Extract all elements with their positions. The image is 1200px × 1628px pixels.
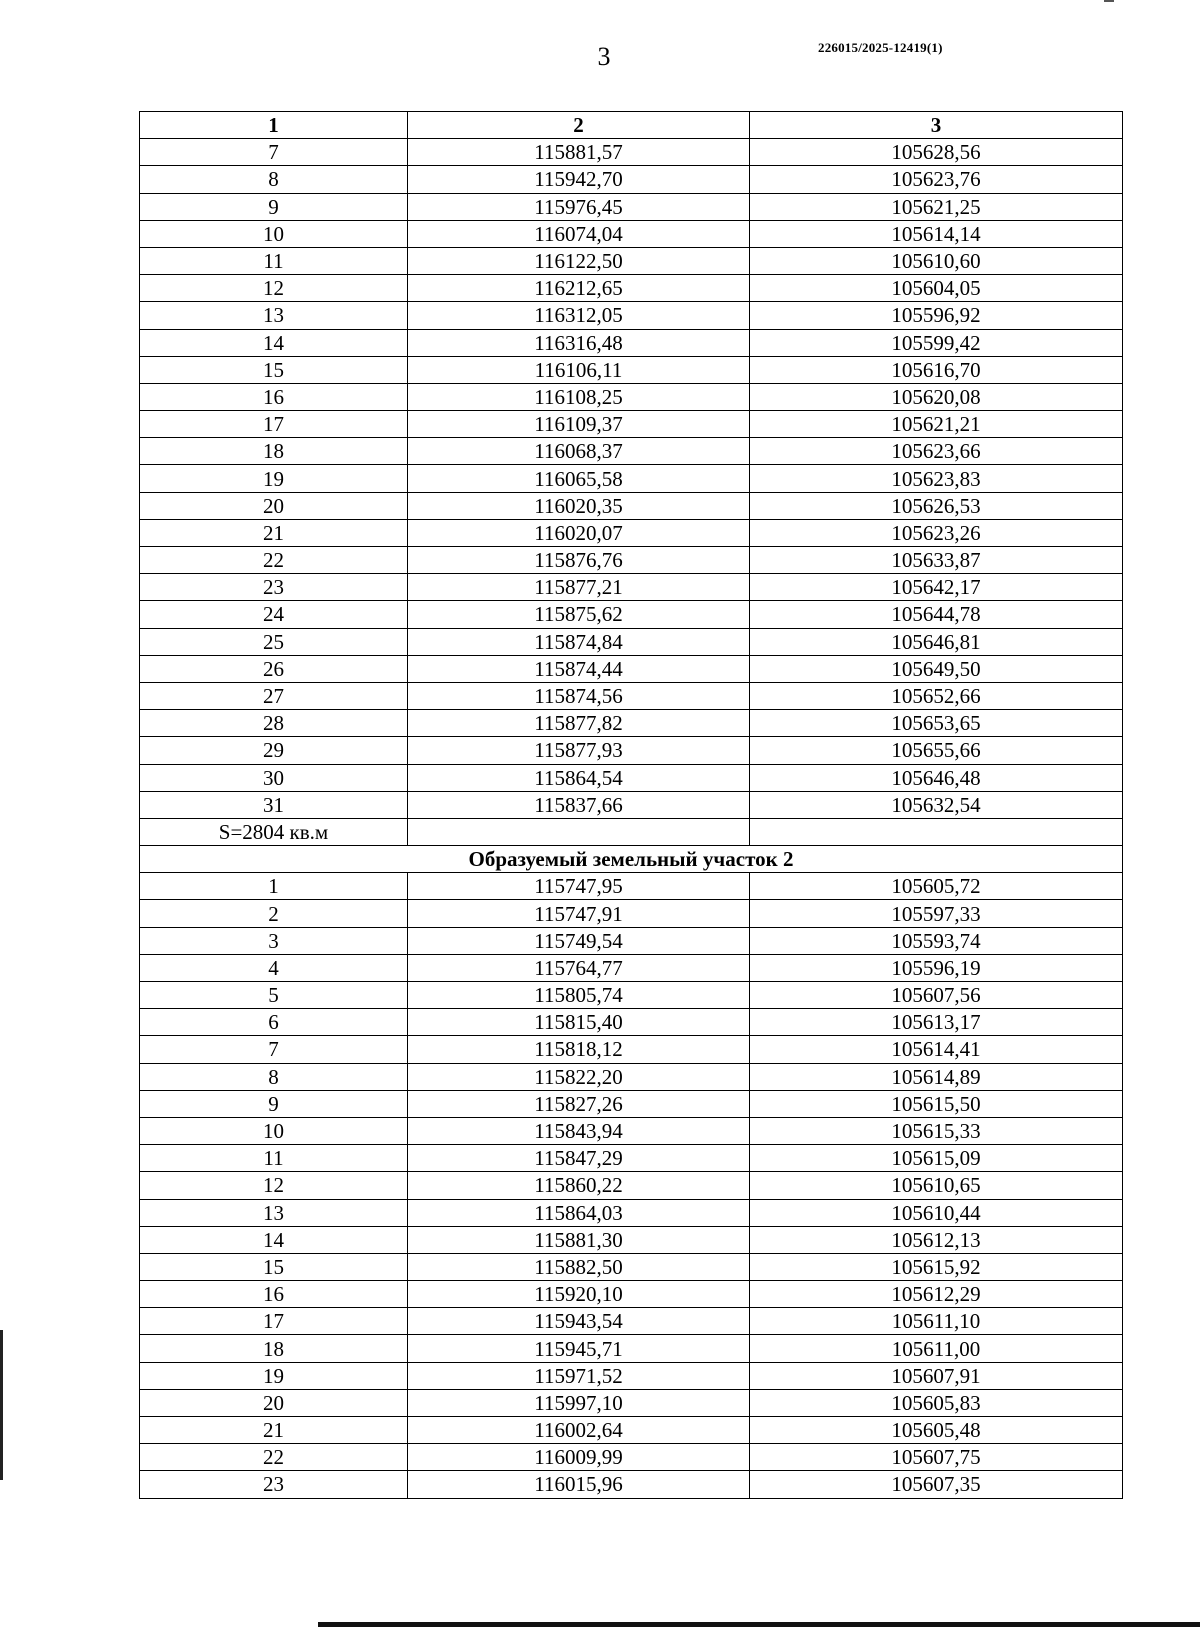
x-coordinate-cell: 115942,70	[408, 166, 750, 193]
table-row	[140, 1253, 1123, 1280]
y-coordinate-cell: 105593,74	[750, 927, 1123, 954]
y-coordinate-cell: 105653,65	[750, 710, 1123, 737]
table-row	[140, 628, 1123, 655]
table-row	[140, 492, 1123, 519]
y-coordinate-cell: 105614,41	[750, 1036, 1123, 1063]
header-cell-point: 1	[140, 112, 408, 139]
y-coordinate-cell: 105642,17	[750, 574, 1123, 601]
area-label: S=2804 кв.м	[140, 818, 408, 845]
x-coordinate-cell: 116312,05	[408, 302, 750, 329]
table-row	[140, 275, 1123, 302]
y-coordinate-cell: 105649,50	[750, 655, 1123, 682]
x-coordinate-cell: 115943,54	[408, 1308, 750, 1335]
x-coordinate-cell: 115874,84	[408, 628, 750, 655]
x-coordinate-cell: 116015,96	[408, 1471, 750, 1498]
table-row	[140, 547, 1123, 574]
y-coordinate-cell: 105628,56	[750, 139, 1123, 166]
table-row	[140, 927, 1123, 954]
table-row	[140, 465, 1123, 492]
x-coordinate-cell: 115815,40	[408, 1009, 750, 1036]
y-coordinate-cell: 105610,65	[750, 1172, 1123, 1199]
x-coordinate-cell: 115827,26	[408, 1090, 750, 1117]
table-row	[140, 1090, 1123, 1117]
table-row	[140, 1389, 1123, 1416]
point-number-cell: 27	[140, 682, 408, 709]
table-row	[140, 193, 1123, 220]
y-coordinate-cell: 105597,33	[750, 900, 1123, 927]
table-row	[140, 1226, 1123, 1253]
point-number-cell: 8	[140, 1063, 408, 1090]
x-coordinate-cell: 115877,82	[408, 710, 750, 737]
point-number-cell: 17	[140, 411, 408, 438]
point-number-cell: 13	[140, 1199, 408, 1226]
y-coordinate-cell: 105623,83	[750, 465, 1123, 492]
y-coordinate-cell: 105615,09	[750, 1145, 1123, 1172]
table-row	[140, 1199, 1123, 1226]
y-coordinate-cell: 105652,66	[750, 682, 1123, 709]
point-number-cell: 11	[140, 1145, 408, 1172]
y-coordinate-cell: 105633,87	[750, 547, 1123, 574]
empty-cell	[408, 818, 750, 845]
point-number-cell: 23	[140, 574, 408, 601]
point-number-cell: 4	[140, 954, 408, 981]
table-row	[140, 601, 1123, 628]
table-row	[140, 247, 1123, 274]
point-number-cell: 19	[140, 465, 408, 492]
table-row	[140, 329, 1123, 356]
section-title-row	[140, 846, 1123, 873]
x-coordinate-cell: 115818,12	[408, 1036, 750, 1063]
x-coordinate-cell: 116316,48	[408, 329, 750, 356]
y-coordinate-cell: 105621,21	[750, 411, 1123, 438]
table-row	[140, 1117, 1123, 1144]
point-number-cell: 21	[140, 1417, 408, 1444]
table-row	[140, 1009, 1123, 1036]
y-coordinate-cell: 105613,17	[750, 1009, 1123, 1036]
x-coordinate-cell: 115945,71	[408, 1335, 750, 1362]
point-number-cell: 20	[140, 492, 408, 519]
point-number-cell: 28	[140, 710, 408, 737]
table-row	[140, 873, 1123, 900]
x-coordinate-cell: 115877,93	[408, 737, 750, 764]
y-coordinate-cell: 105615,33	[750, 1117, 1123, 1144]
table-row	[140, 383, 1123, 410]
y-coordinate-cell: 105644,78	[750, 601, 1123, 628]
table-row	[140, 220, 1123, 247]
table-row	[140, 655, 1123, 682]
point-number-cell: 5	[140, 982, 408, 1009]
y-coordinate-cell: 105605,72	[750, 873, 1123, 900]
point-number-cell: 30	[140, 764, 408, 791]
scan-edge-artifact	[0, 1330, 3, 1480]
x-coordinate-cell: 116122,50	[408, 247, 750, 274]
table-row	[140, 791, 1123, 818]
y-coordinate-cell: 105615,50	[750, 1090, 1123, 1117]
x-coordinate-cell: 116002,64	[408, 1417, 750, 1444]
x-coordinate-cell: 115875,62	[408, 601, 750, 628]
point-number-cell: 19	[140, 1362, 408, 1389]
point-number-cell: 29	[140, 737, 408, 764]
x-coordinate-cell: 115843,94	[408, 1117, 750, 1144]
y-coordinate-cell: 105623,76	[750, 166, 1123, 193]
y-coordinate-cell: 105604,05	[750, 275, 1123, 302]
y-coordinate-cell: 105611,10	[750, 1308, 1123, 1335]
table-row	[140, 139, 1123, 166]
point-number-cell: 10	[140, 1117, 408, 1144]
x-coordinate-cell: 115882,50	[408, 1253, 750, 1280]
point-number-cell: 12	[140, 275, 408, 302]
x-coordinate-cell: 116065,58	[408, 465, 750, 492]
header-cell-x: 2	[408, 112, 750, 139]
x-coordinate-cell: 115874,44	[408, 655, 750, 682]
table-row	[140, 302, 1123, 329]
point-number-cell: 25	[140, 628, 408, 655]
page-number: 3	[597, 42, 611, 71]
scan-corner-mark	[1104, 0, 1114, 2]
coordinates-table-container	[139, 111, 1122, 1499]
y-coordinate-cell: 105614,14	[750, 220, 1123, 247]
x-coordinate-cell: 115920,10	[408, 1281, 750, 1308]
point-number-cell: 16	[140, 383, 408, 410]
section-title: Образуемый земельный участок 2	[140, 846, 1123, 873]
table-row	[140, 954, 1123, 981]
x-coordinate-cell: 115747,95	[408, 873, 750, 900]
y-coordinate-cell: 105612,13	[750, 1226, 1123, 1253]
x-coordinate-cell: 115822,20	[408, 1063, 750, 1090]
y-coordinate-cell: 105610,60	[750, 247, 1123, 274]
point-number-cell: 6	[140, 1009, 408, 1036]
x-coordinate-cell: 115881,57	[408, 139, 750, 166]
x-coordinate-cell: 115876,76	[408, 547, 750, 574]
table-row	[140, 737, 1123, 764]
table-row	[140, 411, 1123, 438]
point-number-cell: 22	[140, 1444, 408, 1471]
x-coordinate-cell: 116108,25	[408, 383, 750, 410]
y-coordinate-cell: 105605,48	[750, 1417, 1123, 1444]
point-number-cell: 21	[140, 519, 408, 546]
point-number-cell: 15	[140, 1253, 408, 1280]
table-row	[140, 710, 1123, 737]
y-coordinate-cell: 105646,48	[750, 764, 1123, 791]
point-number-cell: 1	[140, 873, 408, 900]
point-number-cell: 17	[140, 1308, 408, 1335]
table-row	[140, 900, 1123, 927]
table-row	[140, 982, 1123, 1009]
y-coordinate-cell: 105623,26	[750, 519, 1123, 546]
y-coordinate-cell: 105655,66	[750, 737, 1123, 764]
x-coordinate-cell: 116020,35	[408, 492, 750, 519]
point-number-cell: 14	[140, 1226, 408, 1253]
y-coordinate-cell: 105596,92	[750, 302, 1123, 329]
x-coordinate-cell: 116109,37	[408, 411, 750, 438]
point-number-cell: 26	[140, 655, 408, 682]
point-number-cell: 11	[140, 247, 408, 274]
y-coordinate-cell: 105612,29	[750, 1281, 1123, 1308]
x-coordinate-cell: 116068,37	[408, 438, 750, 465]
y-coordinate-cell: 105599,42	[750, 329, 1123, 356]
y-coordinate-cell: 105615,92	[750, 1253, 1123, 1280]
y-coordinate-cell: 105611,00	[750, 1335, 1123, 1362]
point-number-cell: 8	[140, 166, 408, 193]
x-coordinate-cell: 116106,11	[408, 356, 750, 383]
point-number-cell: 22	[140, 547, 408, 574]
coordinates-table	[139, 111, 1123, 1499]
x-coordinate-cell: 116074,04	[408, 220, 750, 247]
x-coordinate-cell: 115860,22	[408, 1172, 750, 1199]
table-row	[140, 1172, 1123, 1199]
table-row	[140, 166, 1123, 193]
table-row	[140, 1444, 1123, 1471]
y-coordinate-cell: 105623,66	[750, 438, 1123, 465]
x-coordinate-cell: 115837,66	[408, 791, 750, 818]
table-row	[140, 682, 1123, 709]
point-number-cell: 3	[140, 927, 408, 954]
table-row	[140, 764, 1123, 791]
document-id: 226015/2025-12419(1)	[818, 40, 943, 55]
x-coordinate-cell: 116212,65	[408, 275, 750, 302]
table-row	[140, 1417, 1123, 1444]
table-row	[140, 438, 1123, 465]
point-number-cell: 15	[140, 356, 408, 383]
point-number-cell: 9	[140, 193, 408, 220]
y-coordinate-cell: 105614,89	[750, 1063, 1123, 1090]
point-number-cell: 2	[140, 900, 408, 927]
x-coordinate-cell: 115877,21	[408, 574, 750, 601]
y-coordinate-cell: 105610,44	[750, 1199, 1123, 1226]
point-number-cell: 10	[140, 220, 408, 247]
y-coordinate-cell: 105646,81	[750, 628, 1123, 655]
y-coordinate-cell: 105596,19	[750, 954, 1123, 981]
x-coordinate-cell: 115971,52	[408, 1362, 750, 1389]
y-coordinate-cell: 105607,56	[750, 982, 1123, 1009]
x-coordinate-cell: 115805,74	[408, 982, 750, 1009]
point-number-cell: 20	[140, 1389, 408, 1416]
header-cell-y: 3	[750, 112, 1123, 139]
table-row	[140, 519, 1123, 546]
table-row	[140, 1063, 1123, 1090]
x-coordinate-cell: 115976,45	[408, 193, 750, 220]
scan-bottom-artifact	[318, 1622, 1200, 1627]
x-coordinate-cell: 115864,54	[408, 764, 750, 791]
table-row	[140, 356, 1123, 383]
x-coordinate-cell: 115747,91	[408, 900, 750, 927]
table-row	[140, 1281, 1123, 1308]
point-number-cell: 14	[140, 329, 408, 356]
point-number-cell: 13	[140, 302, 408, 329]
point-number-cell: 31	[140, 791, 408, 818]
point-number-cell: 7	[140, 1036, 408, 1063]
y-coordinate-cell: 105620,08	[750, 383, 1123, 410]
y-coordinate-cell: 105605,83	[750, 1389, 1123, 1416]
x-coordinate-cell: 115764,77	[408, 954, 750, 981]
table-row	[140, 1308, 1123, 1335]
point-number-cell: 9	[140, 1090, 408, 1117]
x-coordinate-cell: 115847,29	[408, 1145, 750, 1172]
empty-cell	[750, 818, 1123, 845]
point-number-cell: 18	[140, 438, 408, 465]
x-coordinate-cell: 116020,07	[408, 519, 750, 546]
table-row	[140, 1362, 1123, 1389]
point-number-cell: 16	[140, 1281, 408, 1308]
point-number-cell: 23	[140, 1471, 408, 1498]
x-coordinate-cell: 115749,54	[408, 927, 750, 954]
x-coordinate-cell: 115874,56	[408, 682, 750, 709]
y-coordinate-cell: 105607,35	[750, 1471, 1123, 1498]
y-coordinate-cell: 105632,54	[750, 791, 1123, 818]
table-row	[140, 1036, 1123, 1063]
x-coordinate-cell: 115881,30	[408, 1226, 750, 1253]
point-number-cell: 24	[140, 601, 408, 628]
table-row	[140, 1335, 1123, 1362]
y-coordinate-cell: 105626,53	[750, 492, 1123, 519]
y-coordinate-cell: 105607,75	[750, 1444, 1123, 1471]
y-coordinate-cell: 105621,25	[750, 193, 1123, 220]
point-number-cell: 18	[140, 1335, 408, 1362]
table-row	[140, 574, 1123, 601]
y-coordinate-cell: 105607,91	[750, 1362, 1123, 1389]
x-coordinate-cell: 115997,10	[408, 1389, 750, 1416]
table-row	[140, 1145, 1123, 1172]
y-coordinate-cell: 105616,70	[750, 356, 1123, 383]
point-number-cell: 12	[140, 1172, 408, 1199]
table-header-row	[140, 112, 1123, 139]
x-coordinate-cell: 115864,03	[408, 1199, 750, 1226]
area-row	[140, 818, 1123, 845]
point-number-cell: 7	[140, 139, 408, 166]
table-row	[140, 1471, 1123, 1498]
x-coordinate-cell: 116009,99	[408, 1444, 750, 1471]
